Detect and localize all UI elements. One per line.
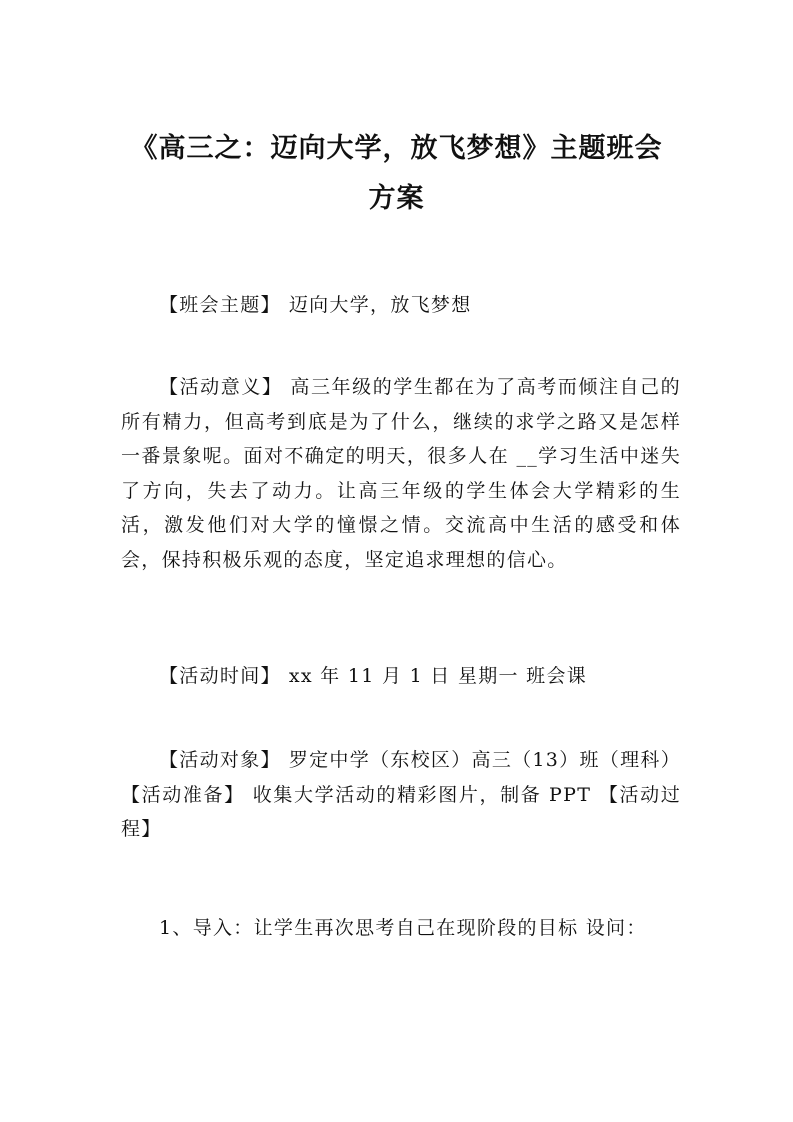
- theme-label: 【班会主题】: [159, 294, 281, 316]
- prep-label: 【活动准备】: [121, 783, 245, 806]
- prep-text: 收集大学活动的精彩图片，制备 PPT: [252, 783, 592, 806]
- significance-label: 【活动意义】: [159, 376, 283, 398]
- significance-paragraph: [121, 370, 681, 577]
- document-title: [100, 124, 693, 224]
- step-1-paragraph: [121, 911, 681, 946]
- time-label: 【活动时间】: [159, 665, 281, 687]
- title-line-2: 方案: [368, 183, 425, 214]
- theme-paragraph: [121, 288, 681, 323]
- step-1-text: 1、导入：让学生再次思考自己在现阶段的目标 设问：: [159, 917, 647, 939]
- time-paragraph: [121, 659, 681, 694]
- target-paragraph: [121, 743, 681, 847]
- target-text: 罗定中学（东校区）高三（13）班（理科）: [288, 749, 681, 771]
- process-label: 【活动过程】: [121, 783, 681, 840]
- title-line-1: 《高三之：迈向大学，放飞梦想》主题班会: [130, 133, 663, 164]
- theme-text: 迈向大学，放飞梦想: [288, 294, 472, 316]
- target-label: 【活动对象】: [159, 749, 281, 771]
- significance-text: 高三年级的学生都在为了高考而倾注自己的所有精力，但高考到底是为了什么，继续的求学之路又是怎样一番景象呢。面对不确定的明天，很多人在 __学习生活中迷失了方向，失去了动力。让高三年级的学生体会大学精彩的生活，激发他们对大学的憧憬之情。交流高中生活的感受和体会，保持积极乐观的态度，坚定追求理想的信心。: [121, 376, 681, 571]
- time-text: xx 年 11 月 1 日 星期一 班会课: [288, 665, 588, 687]
